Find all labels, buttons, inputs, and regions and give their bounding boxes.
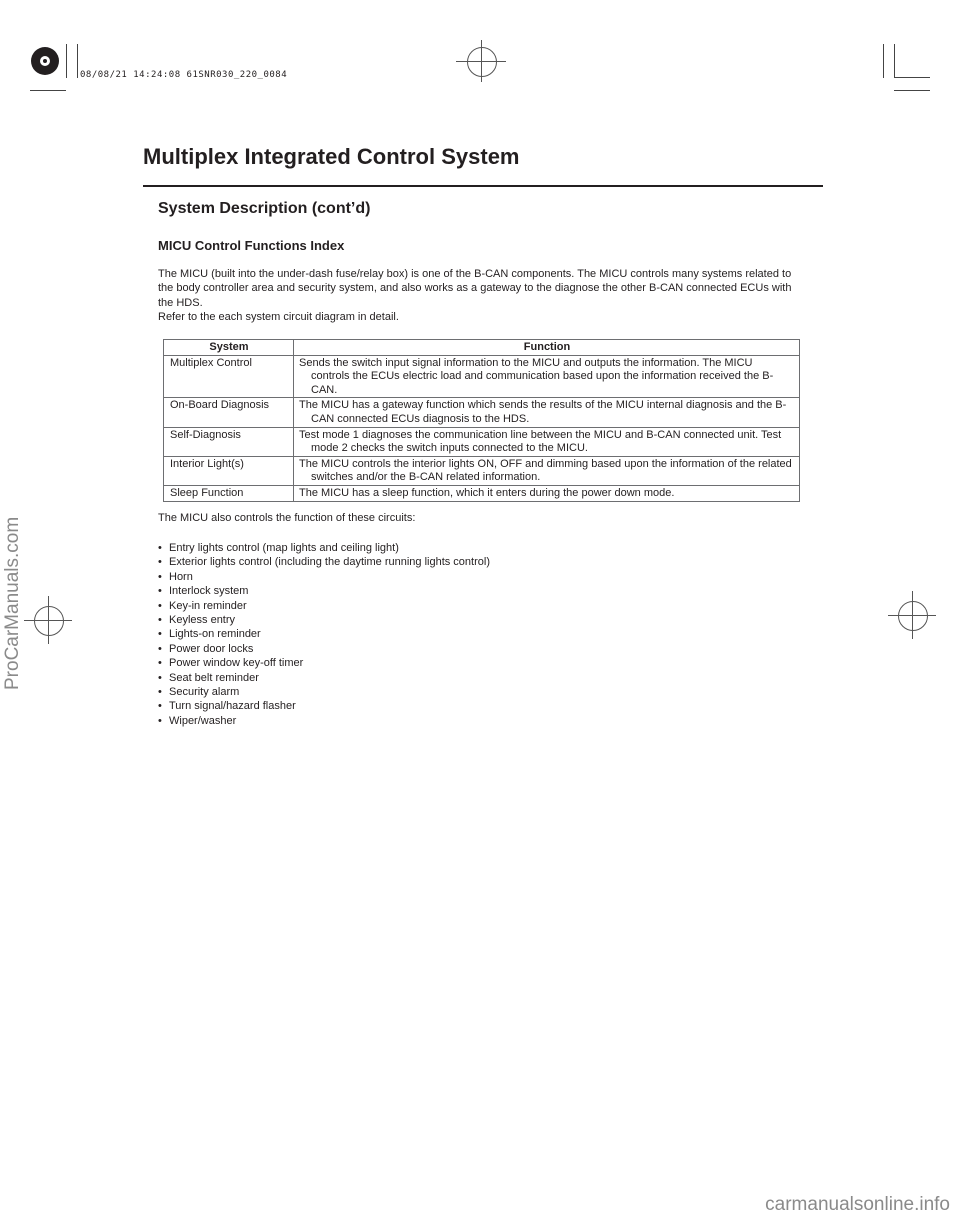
table-row (164, 456, 800, 485)
list-item: • Security alarm (158, 685, 490, 699)
watermark-side: ProCarManuals.com (2, 516, 23, 690)
list-item: • Horn (158, 570, 490, 584)
table-row (164, 427, 800, 456)
function-cell: The MICU has a sleep function, which it enters during the power down mode. (299, 486, 675, 499)
table-row (164, 355, 800, 398)
title-divider (143, 185, 823, 187)
section-title: System Description (cont’d) (158, 200, 371, 217)
system-cell: Interior Light(s) (164, 456, 294, 485)
table-row (164, 485, 800, 501)
function-cell: Sends the switch input signal information to the MICU and outputs the information. The MICU controls the ECUs electric load and communication based upon the information received the B-CAN. (299, 356, 774, 396)
list-item: • Exterior lights control (including the daytime running lights control) (158, 555, 490, 569)
system-cell: Self-Diagnosis (164, 427, 294, 456)
crop-mark (894, 44, 895, 78)
intro-text (158, 267, 808, 325)
list-item: • Wiper/washer (158, 714, 490, 728)
function-cell: The MICU controls the interior lights ON, OFF and dimming based upon the information of the related switches and/or the B-CAN related information. (299, 457, 792, 484)
functions-table (163, 339, 800, 502)
list-item: • Lights-on reminder (158, 627, 490, 641)
print-timestamp: 08/08/21 14:24:08 61SNR030_220_0084 (80, 70, 288, 80)
crop-mark (894, 90, 930, 91)
crop-mark (883, 44, 884, 78)
circuits-list (158, 541, 490, 728)
column-header-system: System (164, 340, 294, 356)
list-item: • Power window key-off timer (158, 656, 490, 670)
column-header-function: Function (294, 340, 800, 356)
page-title: Multiplex Integrated Control System (143, 144, 520, 169)
table-row (164, 398, 800, 427)
crop-mark (30, 90, 66, 91)
list-item: • Seat belt reminder (158, 671, 490, 685)
intro-paragraph: The MICU (built into the under-dash fuse/relay box) is one of the B-CAN components. The MICU controls many systems related to the body controller area and security system, and also works as a gateway to the diagnose the other B-CAN connected ECUs with the HDS. (158, 268, 792, 309)
subsection-title: MICU Control Functions Index (158, 238, 345, 253)
crop-mark (77, 44, 78, 78)
list-item: • Key-in reminder (158, 599, 490, 613)
system-cell: On-Board Diagnosis (164, 398, 294, 427)
list-item: • Power door locks (158, 642, 490, 656)
list-item: • Interlock system (158, 584, 490, 598)
list-item: • Keyless entry (158, 613, 490, 627)
list-item: • Turn signal/hazard flasher (158, 699, 490, 713)
watermark-bottom: carmanualsonline.info (765, 1194, 950, 1215)
table-header-row (164, 340, 800, 356)
function-cell: Test mode 1 diagnoses the communication line between the MICU and B-CAN connected unit. Test mode 2 checks the switch inputs connected to the MICU. (299, 428, 782, 455)
system-cell: Sleep Function (164, 485, 294, 501)
crop-mark (66, 44, 67, 78)
intro-paragraph: Refer to the each system circuit diagram in detail. (158, 311, 399, 324)
list-item: • Entry lights control (map lights and ceiling light) (158, 541, 490, 555)
circuits-intro: The MICU also controls the function of these circuits: (158, 512, 416, 524)
system-cell: Multiplex Control (164, 355, 294, 398)
crop-mark (894, 77, 930, 78)
function-cell: The MICU has a gateway function which sends the results of the MICU internal diagnosis and the B-CAN connected ECUs diagnosis to the HDS. (299, 399, 787, 425)
